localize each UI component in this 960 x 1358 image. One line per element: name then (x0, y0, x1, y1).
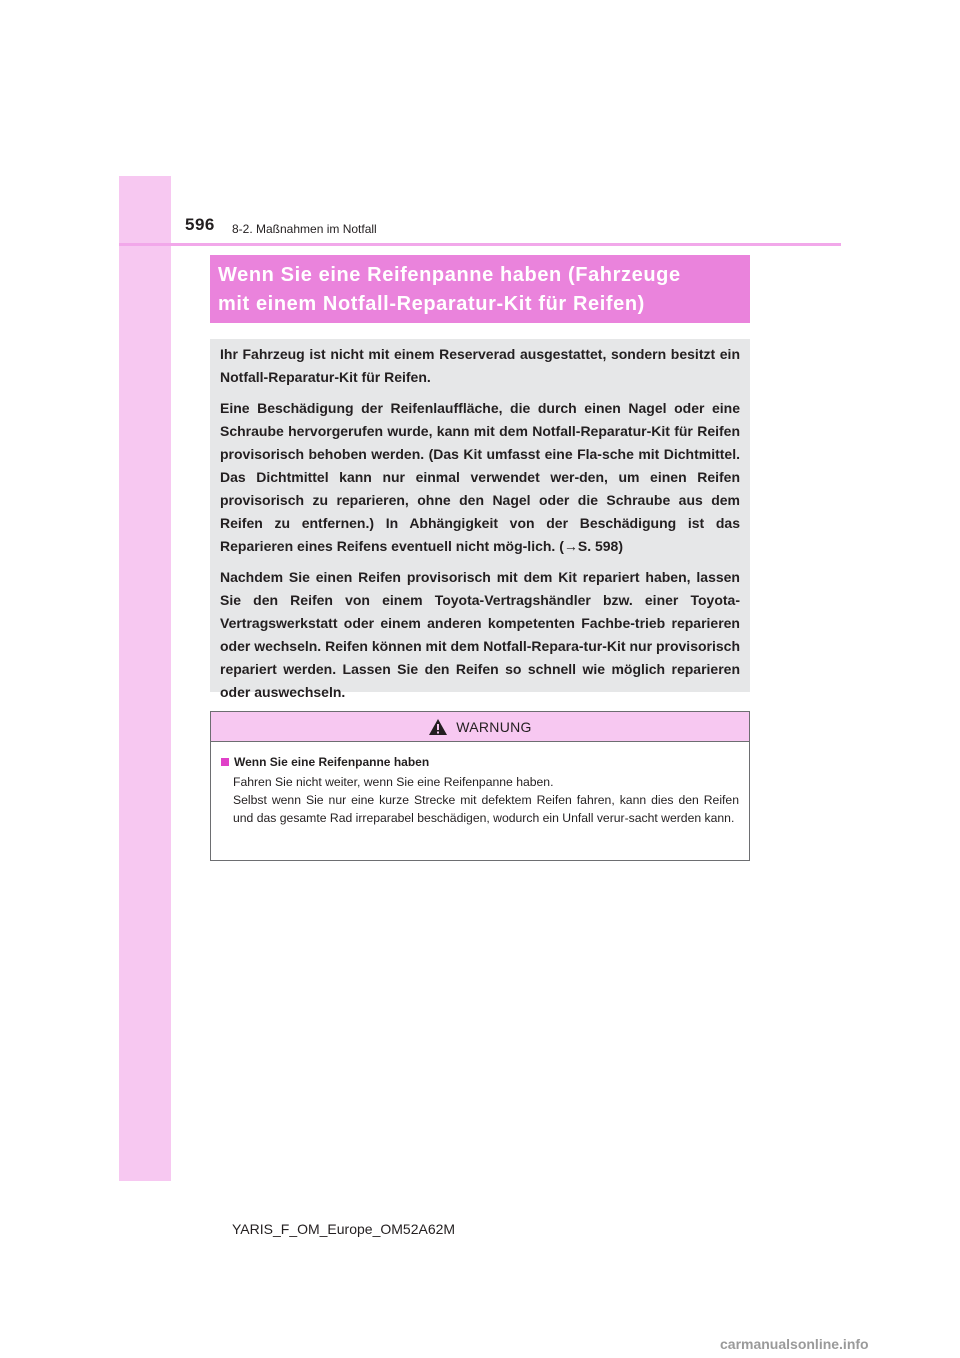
warning-line-1: Fahren Sie nicht weiter, wenn Sie eine Reifenpanne haben. (233, 775, 554, 789)
warning-header (211, 712, 749, 742)
section-title-line-2: mit einem Notfall-Reparatur-Kit für Reifen) (218, 293, 645, 315)
intro-box (210, 339, 750, 700)
warning-subheading-text: Wenn Sie eine Reifenpanne haben (234, 755, 430, 769)
header-rule (119, 243, 841, 246)
section-title (210, 255, 750, 323)
square-bullet-icon (221, 758, 229, 766)
warning-triangle-icon (428, 718, 448, 736)
page-number: 596 (185, 215, 215, 234)
warning-box (210, 711, 750, 861)
warning-subheading (221, 754, 739, 770)
intro-paragraph-2: Eine Beschädigung der Reifenlauffläche, die durch einen Nagel oder eine Schraube hervorgerufen wurde, kann mit dem Notfall-Reparatur-Kit für Reifen provisorisch behoben werden. (Das Kit umfasst eine Fla-sche mit Dichtmittel. Das Dichtmittel kann nur einmal verwendet wer-den, um einen Reifen provisorisch zu reparieren, ohne den Nagel oder die Schraube aus dem Reifen zu entfernen.) In Abhängigkeit von der Beschädigung ist das Reparieren eines Reifens eventuell nicht mög-lich. (→S. 598) (220, 400, 740, 554)
intro-paragraph-3: Nachdem Sie einen Reifen provisorisch mit dem Kit repariert haben, lassen Sie den Reifen von einem Toyota-Vertragshändler bzw. einer Toyota-Vertragswerkstatt oder einem anderen kompetenten Fachbe-trieb reparieren oder wechseln. Reifen können mit dem Notfall-Repara-tur-Kit nur provisorisch repariert werden. Lassen Sie den Reifen so schnell wie möglich reparieren oder auswechseln. (220, 569, 740, 700)
section-title-line-1: Wenn Sie eine Reifenpanne haben (Fahrzeuge (218, 264, 681, 286)
document-code: YARIS_F_OM_Europe_OM52A62M (232, 1221, 456, 1237)
warning-line-2: Selbst wenn Sie nur eine kurze Strecke mit defektem Reifen fahren, kann dies den Reifen und das gesamte Rad irreparabel beschädigen, wodurch ein Unfall verur-sacht werden kann. (233, 793, 739, 825)
breadcrumb: 8-2. Maßnahmen im Notfall (232, 222, 377, 236)
warning-body (211, 742, 749, 827)
side-chapter-tab (119, 176, 171, 1181)
warning-label: WARNUNG (456, 718, 532, 735)
intro-paragraph-1: Ihr Fahrzeug ist nicht mit einem Reserverad ausgestattet, sondern besitzt ein Notfall-Reparatur-Kit für Reifen. (220, 346, 740, 385)
watermark: carmanualsonline.info (720, 1336, 869, 1352)
